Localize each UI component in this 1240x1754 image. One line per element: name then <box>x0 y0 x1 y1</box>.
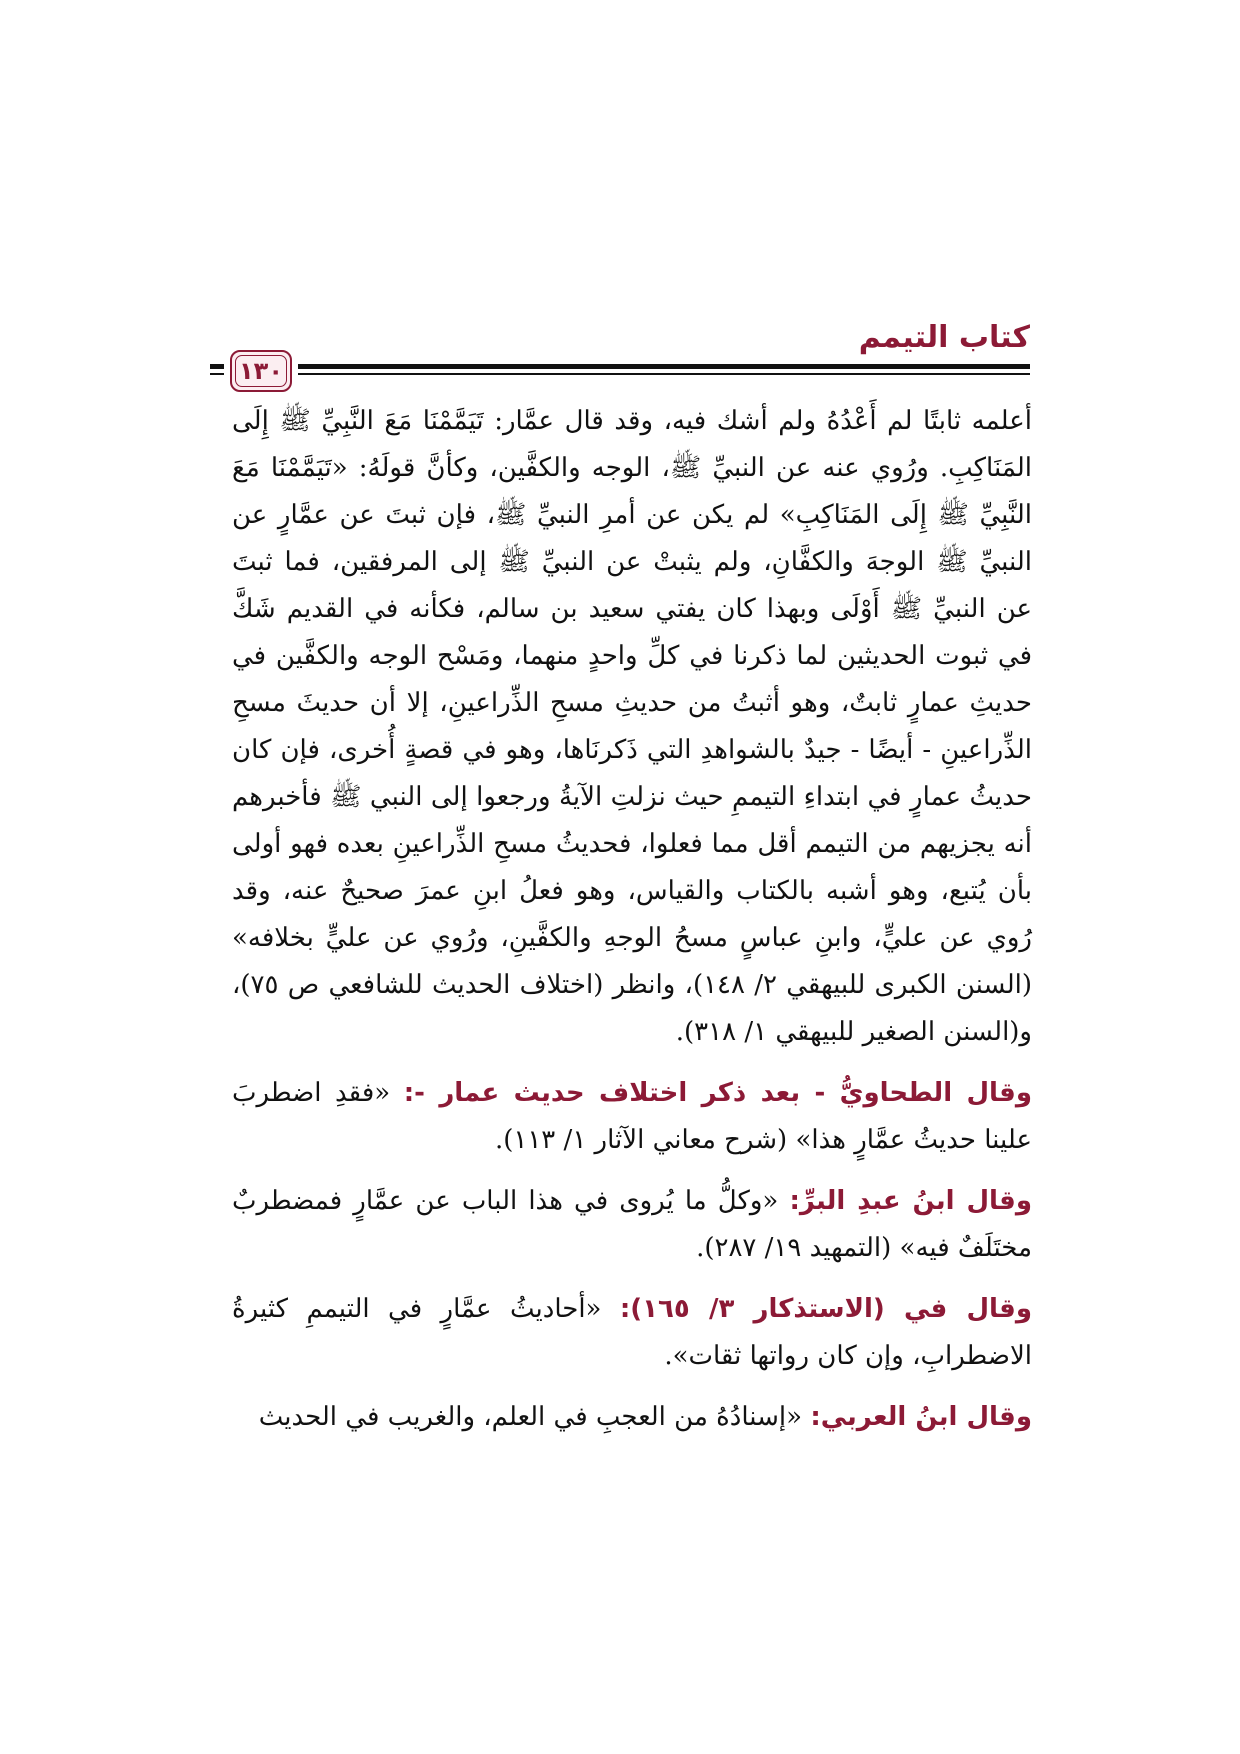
paragraph-2 <box>232 1070 1032 1164</box>
page-header <box>210 318 1030 388</box>
paragraph-text: «فقدِ اضطربَ علينا حديثُ عمَّارٍ هذا» (شرح معاني الآثار ١/ ١١٣). <box>232 1078 1032 1155</box>
paragraph-speaker: وقال في (الاستذكار ٣/ ١٦٥): <box>619 1294 1032 1324</box>
page-number-frame <box>224 348 298 394</box>
paragraph-1 <box>232 398 1032 1056</box>
paragraph-text: أعلمه ثابتًا لم أَعْدُهُ ولم أشك فيه، وقد قال عمَّار: تَيَمَّمْنَا مَعَ النَّبِيِّ ﷺ إِلَى المَنَاكِبِ. ورُوي عنه عن النبيِّ ﷺ، الوجه والكفَّين، وكأنَّ قولَهُ: «تَيَمَّمْنَا مَعَ النَّبِيِّ ﷺ إِلَى المَنَاكِبِ» لم يكن عن أمرِ النبيِّ ﷺ، فإن ثبتَ عن عمَّارٍ عن النبيِّ ﷺ الوجهَ والكفَّانِ، ولم يثبتْ عن النبيِّ ﷺ إلى المرفقين، فما ثبتَ عن النبيِّ ﷺ أَوْلَى وبهذا كان يفتي سعيد بن سالم، فكأنه في القديم شَكَّ في ثبوت الحديثين لما ذكرنا في كلِّ واحدٍ منهما، ومَسْح الوجه والكفَّين في حديثِ عمارٍ ثابتٌ، وهو أثبتُ من حديثِ مسحِ الذِّراعينِ، إلا أن حديثَ مسحِ الذِّراعينِ - أيضًا - جيدٌ بالشواهدِ التي ذَكرنَاها، وهو في قصةٍ أُخرى، فإن كان حديثُ عمارٍ في ابتداءِ التيممِ حيث نزلتِ الآيةُ ورجعوا إلى النبي ﷺ فأخبرهم أنه يجزيهم من التيمم أقل مما فعلوا، فحديثُ مسحِ الذِّراعينِ بعده فهو أولى بأن يُتبع، وهو أشبه بالكتاب والقياس، وهو فعلُ ابنِ عمرَ صحيحٌ عنه، وقد رُوي عن عليٍّ، وابنِ عباسٍ مسحُ الوجهِ والكفَّينِ، ورُوي عن عليٍّ بخلافه» (السنن الكبرى للبيهقي ٢/ ١٤٨)، وانظر (اختلاف الحديث للشافعي ص ٧٥)، و(السنن الصغير للبيهقي ١/ ٣١٨). <box>232 406 1032 1047</box>
page-body <box>232 398 1032 1441</box>
paragraph-text: «إسنادُهُ من العجبِ في العلم، والغريب في الحديث <box>258 1402 811 1432</box>
paragraph-speaker: وقال ابنُ عبدِ البرِّ: <box>789 1186 1032 1216</box>
paragraph-speaker: وقال الطحاويُّ - بعد ذكر اختلاف حديث عمار -: <box>403 1078 1032 1108</box>
book-title: كتاب التيمم <box>858 320 1030 355</box>
paragraph-3 <box>232 1178 1032 1272</box>
header-rule-thin <box>210 373 1030 375</box>
header-rule-thick <box>210 364 1030 369</box>
paragraph-speaker: وقال ابنُ العربي: <box>810 1402 1032 1432</box>
paragraph-4 <box>232 1286 1032 1380</box>
page-number: ١٣٠ <box>239 357 283 385</box>
paragraph-text: «أحاديثُ عمَّارٍ في التيممِ كثيرةُ الاضطرابِ، وإن كان رواتها ثقات». <box>232 1294 1032 1371</box>
page-number-badge <box>230 350 292 392</box>
paragraph-5 <box>232 1394 1032 1441</box>
paragraph-text: «وكلُّ ما يُروى في هذا الباب عن عمَّارٍ فمضطربٌ مختَلَفٌ فيه» (التمهيد ١٩/ ٢٨٧). <box>232 1186 1032 1263</box>
